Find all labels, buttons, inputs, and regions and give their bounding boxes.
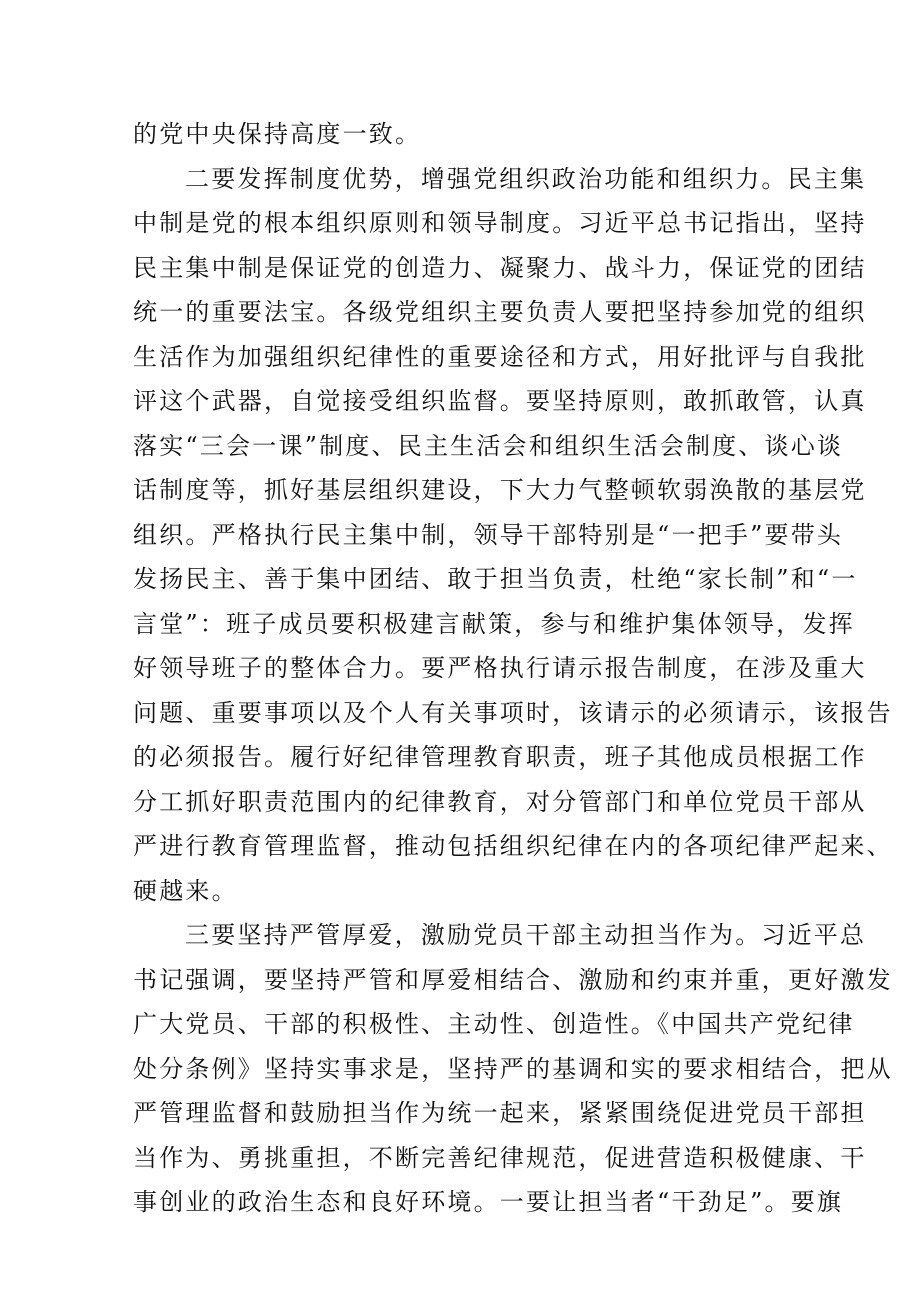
text-line: 的必须报告。履行好纪律管理教育职责，班子其他成员根据工作 xyxy=(133,743,867,771)
text-line: 硬越来。 xyxy=(133,876,238,905)
text-line: 发扬民主、善于集中团结、敢于担当负责，杜绝“家长制”和“一 xyxy=(133,565,858,593)
text-line: 分工抓好职责范围内的纪律教育，对分管部门和单位党员干部从 xyxy=(133,787,867,816)
text-line: 生活作为加强组织纪律性的重要途径和方式，用好批评与自我批 xyxy=(133,342,867,371)
text-line: 中制是党的根本组织原则和领导制度。习近平总书记指出，坚持 xyxy=(133,209,867,237)
document-body xyxy=(133,112,893,1225)
text-line: 广大党员、干部的积极性、主动性、创造性。《中国共产党纪律 xyxy=(133,1010,855,1038)
text-line: 评这个武器，自觉接受组织监督。要坚持原则，敢抓敢管，认真 xyxy=(133,387,867,415)
text-line: 书记强调，要坚持严管和厚爱相结合、激励和约束并重，更好激发 xyxy=(133,965,893,994)
text-line: 话制度等，抓好基层组织建设，下大力气整顿软弱涣散的基层党 xyxy=(133,476,867,504)
text-line: 言堂”：班子成员要积极建言献策，参与和维护集体领导，发挥 xyxy=(133,609,855,638)
text-line: 事创业的政治生态和良好环境。一要让担当者“干劲足”。要旗 xyxy=(133,1188,844,1216)
text-line: 落实“三会一课”制度、民主生活会和组织生活会制度、谈心谈 xyxy=(133,431,844,460)
text-line: 统一的重要法宝。各级党组织主要负责人要把坚持参加党的组织 xyxy=(133,298,867,326)
text-line: 严管理监督和鼓励担当作为统一起来，紧紧围绕促进党员干部担 xyxy=(133,1099,867,1127)
text-line: 好领导班子的整体合力。要严格执行请示报告制度，在涉及重大 xyxy=(133,654,867,682)
text-line: 严进行教育管理监督，推动包括组织纪律在内的各项纪律严起来、 xyxy=(133,832,893,860)
text-line: 组织。严格执行民主集中制，领导干部特别是“一把手”要带头 xyxy=(133,520,844,549)
text-line: 当作为、勇挑重担，不断完善纪律规范，促进营造积极健康、干 xyxy=(133,1143,867,1172)
paragraph-start-line: 二要发挥制度优势，增强党组织政治功能和组织力。民主集 xyxy=(185,164,867,193)
paragraph-start-line: 三要坚持严管厚爱，激励党员干部主动担当作为。习近平总 xyxy=(185,921,867,949)
text-line: 民主集中制是保证党的创造力、凝聚力、战斗力，保证党的团结 xyxy=(133,253,867,282)
text-line: 处分条例》坚持实事求是，坚持严的基调和实的要求相结合，把从 xyxy=(133,1054,893,1083)
text-line: 的党中央保持高度一致。 xyxy=(133,120,422,148)
text-line: 问题、重要事项以及个人有关事项时，该请示的必须请示，该报告 xyxy=(133,698,893,727)
